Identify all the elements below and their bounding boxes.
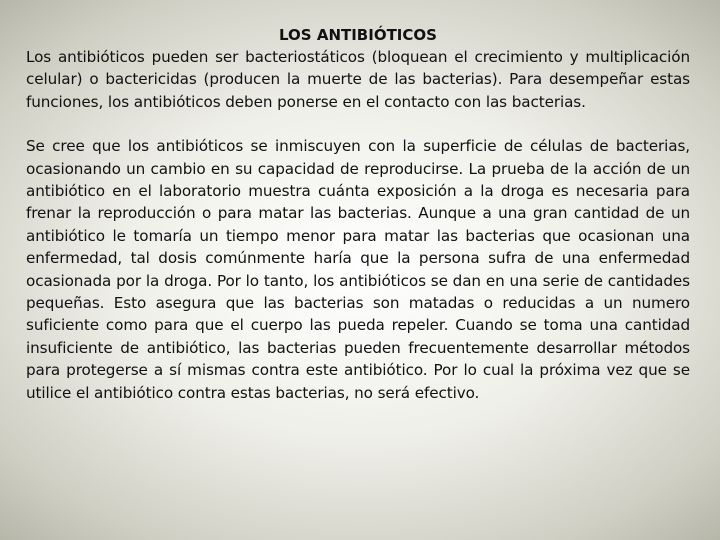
slide-title: LOS ANTIBIÓTICOS bbox=[279, 26, 437, 44]
paragraph-intro: Los antibióticos pueden ser bacteriostáticos (bloquean el crecimiento y multiplicación celular) o bactericidas (producen la muerte de las bacterias). Para desempeñar estas funciones, los antibióticos deben ponerse en el contacto con las bacterias. bbox=[26, 48, 690, 111]
slide-content bbox=[26, 24, 690, 404]
paragraph-spacer bbox=[26, 113, 690, 135]
paragraph-body: Se cree que los antibióticos se inmiscuyen con la superficie de células de bacterias, ocasionando un cambio en su capacidad de reproducirse. La prueba de la acción de un antibiótico en el laboratorio muestra cuánta exposición a la droga es necesaria para frenar la reproducción o para matar las bacterias. Aunque a una gran cantidad de un antibiótico le tomaría un tiempo menor para matar las bacterias que ocasionan una enfermedad, tal dosis comúnmente haría que la persona sufra de una enfermedad ocasionada por la droga. Por lo tanto, los antibióticos se dan en una serie de cantidades pequeñas. Esto asegura que las bacterias son matadas o reducidas a un numero suficiente como para que el cuerpo las pueda repeler. Cuando se toma una cantidad insuficiente de antibiótico, las bacterias pueden frecuentemente desarrollar métodos para protegerse a sí mismas contra este antibiótico. Por lo cual la próxima vez que se utilice el antibiótico contra estas bacterias, no será efectivo. bbox=[26, 137, 690, 402]
